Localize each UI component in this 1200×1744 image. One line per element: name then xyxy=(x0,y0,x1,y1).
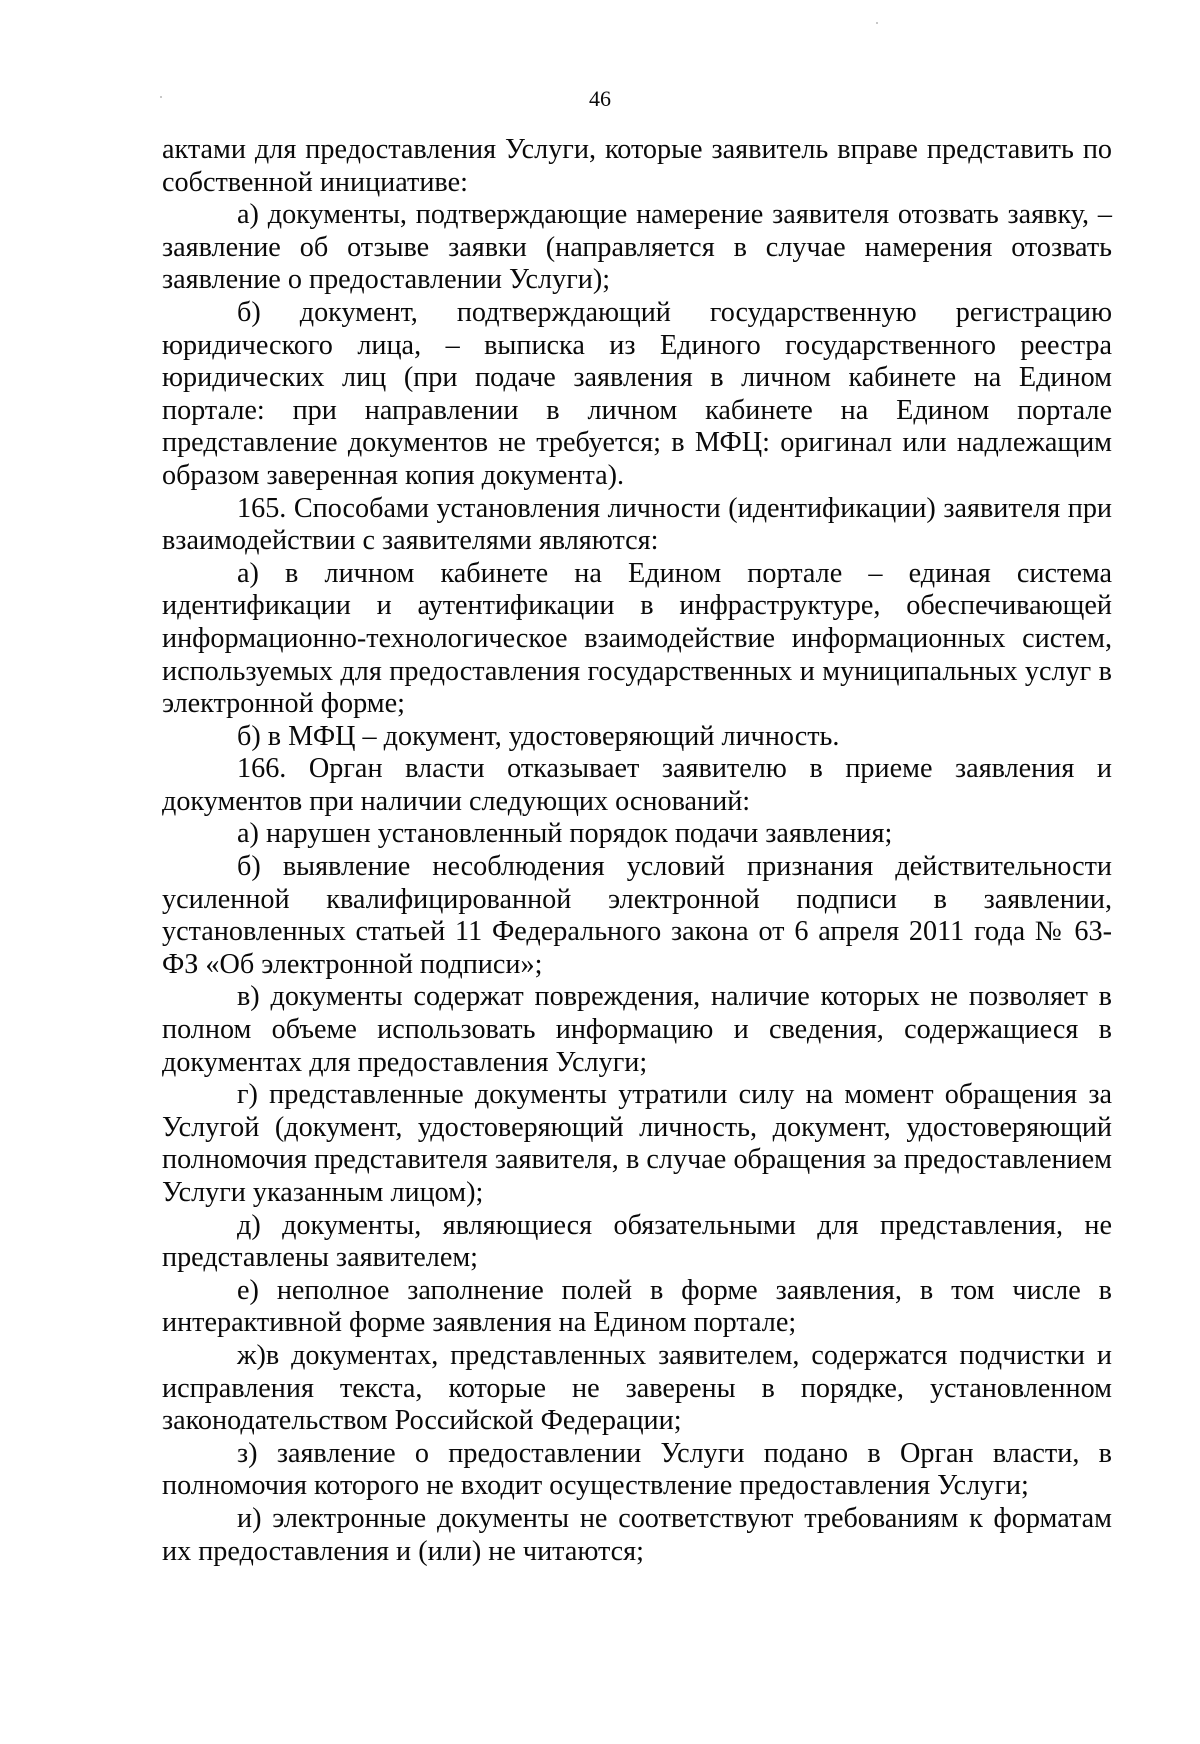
scan-speck xyxy=(876,22,878,24)
paragraph-166-item-a: а) нарушен установленный порядок подачи заявления; xyxy=(237,818,893,850)
paragraph-item-a-withdraw: а) документы, подтверждающие намерение заявителя отозвать заявку, – заявление об отзыве заявки (направляется в случае намерения отозвать заявление о предоставлении Услуги); xyxy=(162,199,1112,296)
paragraph-166: 166. Орган власти отказывает заявителю в приеме заявления и документов при наличии следующих оснований: xyxy=(162,753,1112,817)
paragraph-166-item-z: з) заявление о предоставлении Услуги подано в Орган власти, в полномочия которого не входит осуществление предоставления Услуги; xyxy=(162,1437,1112,1502)
paragraph-166-item-d: д) документы, являющиеся обязательными для представления, не представлены заявителем; xyxy=(162,1209,1112,1274)
paragraph-continuation: актами для предоставления Услуги, которые заявитель вправе представить по собственной инициативе: xyxy=(162,134,1112,198)
paragraph-166-item-e: е) неполное заполнение полей в форме заявления, в том числе в интерактивной форме заявления на Едином портале; xyxy=(162,1274,1112,1339)
paragraph-166-item-v: в) документы содержат повреждения, наличие которых не позволяет в полном объеме использовать информацию и сведения, содержащиеся в документах для предоставления Услуги; xyxy=(162,981,1112,1078)
paragraph-165: 165. Способами установления личности (идентификации) заявителя при взаимодействии с заявителями являются: xyxy=(162,492,1112,557)
paragraph-166-item-g: г) представленные документы утратили силу на момент обращения за Услугой (документ, удостоверяющий личность, документ, удостоверяющий полномочия представителя заявителя, в случае обращения за предоставлением Услуги указанным лицом); xyxy=(162,1079,1112,1208)
paragraph-166-item-i: и) электронные документы не соответствуют требованиям к форматам их предоставления и (или) не читаются; xyxy=(162,1502,1112,1567)
paragraph-166-item-zh: ж)в документах, представленных заявителем, содержатся подчистки и исправления текста, которые не заверены в порядке, установленном законодательством Российской Федерации; xyxy=(162,1339,1112,1437)
page-body xyxy=(162,134,1112,1568)
paragraph-item-b-registration: б) документ, подтверждающий государственную регистрацию юридического лица, – выписка из Единого государственного реестра юридических лиц (при подаче заявления в личном кабинете на Едином портале: при направлении в личном кабинете на Едином портале представление документов не требуется; в МФЦ: оригинал или надлежащим образом заверенная копия документа). xyxy=(162,296,1112,491)
paragraph-166-item-b: б) выявление несоблюдения условий признания действительности усиленной квалифицированной электронной подписи в заявлении, установленных статьей 11 Федерального закона от 6 апреля 2011 года № 63-ФЗ «Об электронной подписи»; xyxy=(162,851,1112,980)
page-number: 46 xyxy=(589,86,611,111)
paragraph-165-item-a: а) в личном кабинете на Едином портале – единая система идентификации и аутентификации в инфраструктуре, обеспечивающей информационно-технологическое взаимодействие информационных систем, используемых для предоставления государственных и муниципальных услуг в электронной форме; xyxy=(162,557,1112,720)
paragraph-165-item-b: б) в МФЦ – документ, удостоверяющий личность. xyxy=(237,720,840,752)
